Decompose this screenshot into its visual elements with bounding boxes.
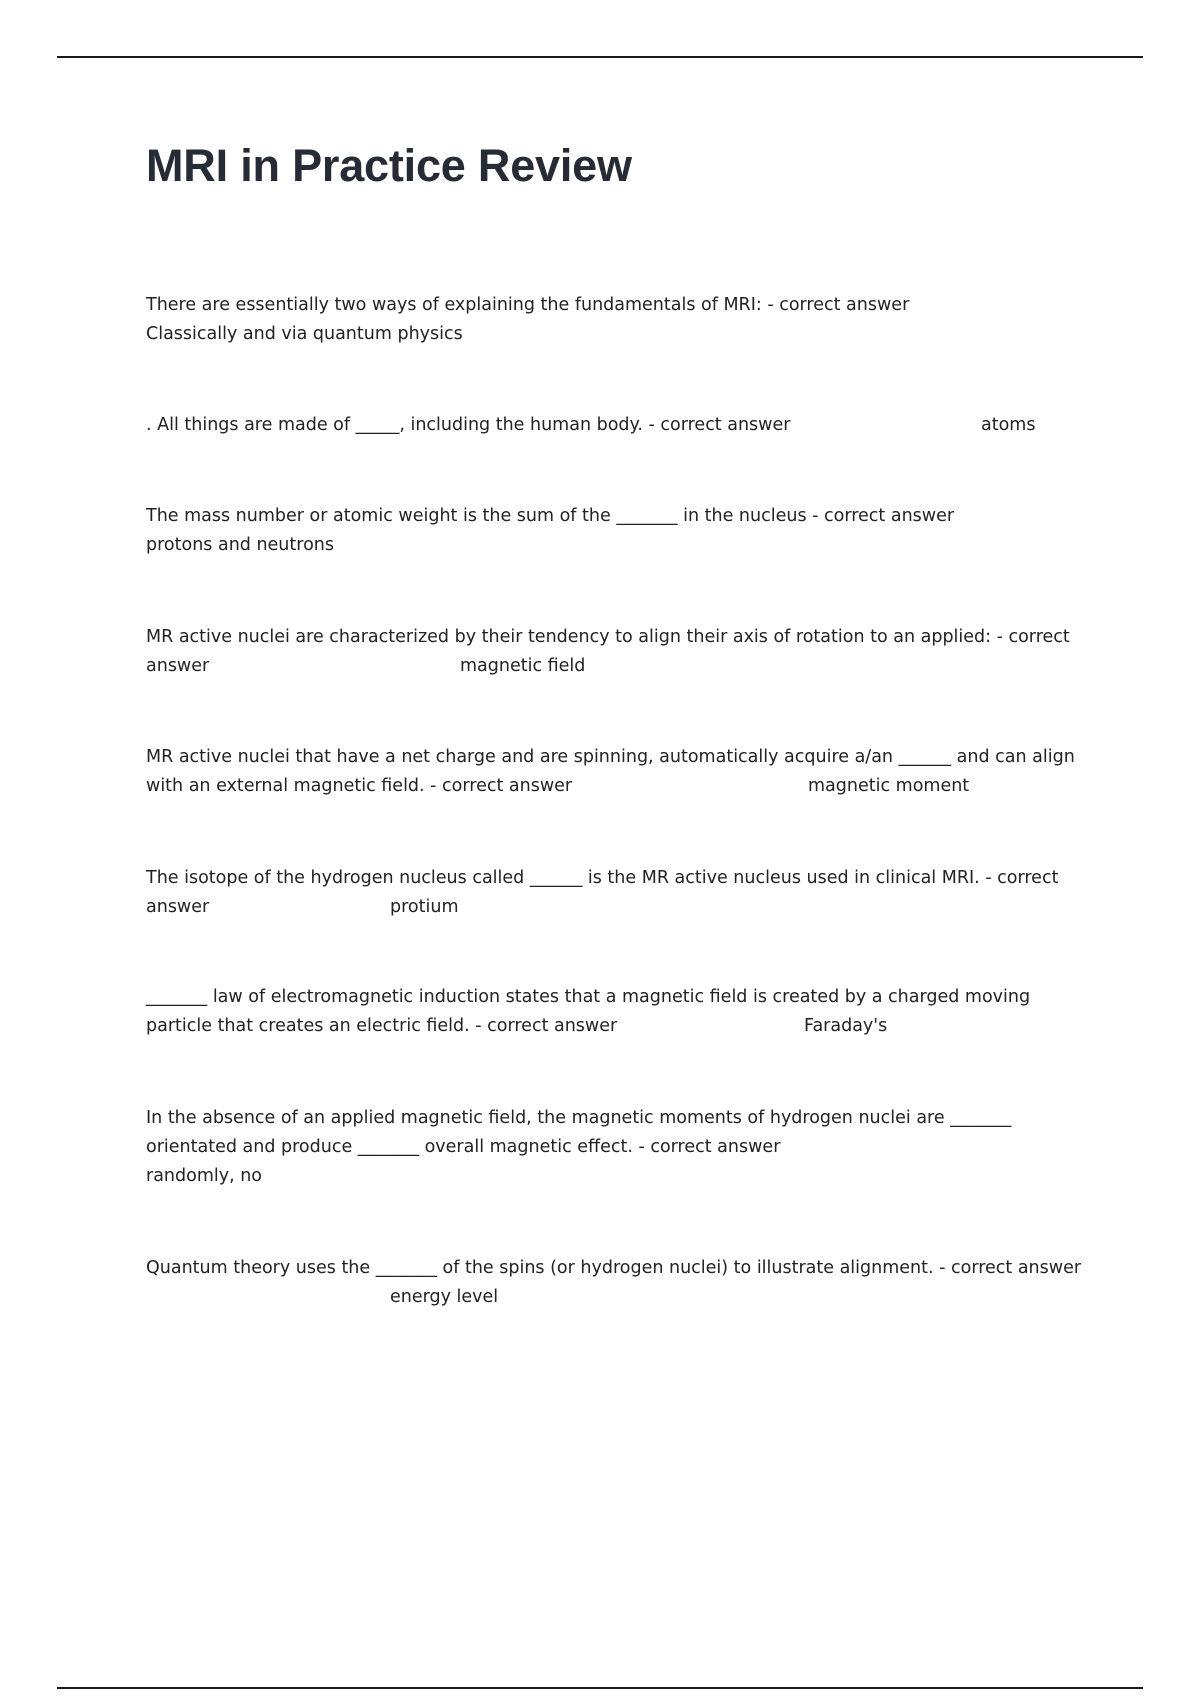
qa-item — [146, 411, 1086, 440]
question-text: The isotope of the hydrogen nucleus called ______ is the MR active nucleus used in clinical MRI. - correct answer — [146, 868, 1065, 917]
question-text: Quantum theory uses the _______ of the spins (or hydrogen nuclei) to illustrate alignment. - correct answer — [146, 1258, 1082, 1278]
qa-item — [146, 1254, 1086, 1307]
answer-text: magnetic moment — [808, 776, 970, 796]
question-text: MR active nuclei are characterized by their tendency to align their axis of rotation to an applied: - correct answer — [146, 627, 1076, 676]
question-text: There are essentially two ways of explaining the fundamentals of MRI: - correct answer — [146, 295, 910, 315]
answer-text: atoms — [981, 415, 1036, 435]
top-rule — [57, 56, 1143, 58]
qa-item — [146, 864, 1086, 922]
question-text: . All things are made of _____, including the human body. - correct answer — [146, 415, 791, 435]
qa-item — [146, 1104, 1086, 1186]
page-title: MRI in Practice Review — [146, 140, 632, 191]
qa-item — [146, 743, 1086, 801]
answer-text: Faraday's — [804, 1016, 888, 1036]
answer-text: magnetic field — [460, 656, 586, 676]
answer-text: randomly, no — [146, 1166, 263, 1186]
answer-text: protium — [390, 897, 459, 917]
bottom-rule — [57, 1687, 1143, 1689]
qa-item — [146, 623, 1086, 681]
question-text: MR active nuclei that have a net charge and are spinning, automatically acquire a/an ______ and can align with an external magnetic field. - correct answer — [146, 747, 1081, 796]
question-text: The mass number or atomic weight is the sum of the _______ in the nucleus - correct answer — [146, 506, 955, 526]
qa-item — [146, 502, 1086, 560]
answer-text: energy level — [390, 1287, 499, 1307]
question-text: In the absence of an applied magnetic field, the magnetic moments of hydrogen nuclei are _______ orientated and produce _______ overall magnetic effect. - correct answer — [146, 1108, 1018, 1157]
qa-item — [146, 291, 1086, 349]
question-text: _______ law of electromagnetic induction states that a magnetic field is created by a charged moving particle that creates an electric field. - correct answer — [146, 987, 1036, 1036]
answer-text: protons and neutrons — [146, 535, 334, 555]
answer-text: Classically and via quantum physics — [146, 324, 463, 344]
qa-item — [146, 983, 1086, 1041]
